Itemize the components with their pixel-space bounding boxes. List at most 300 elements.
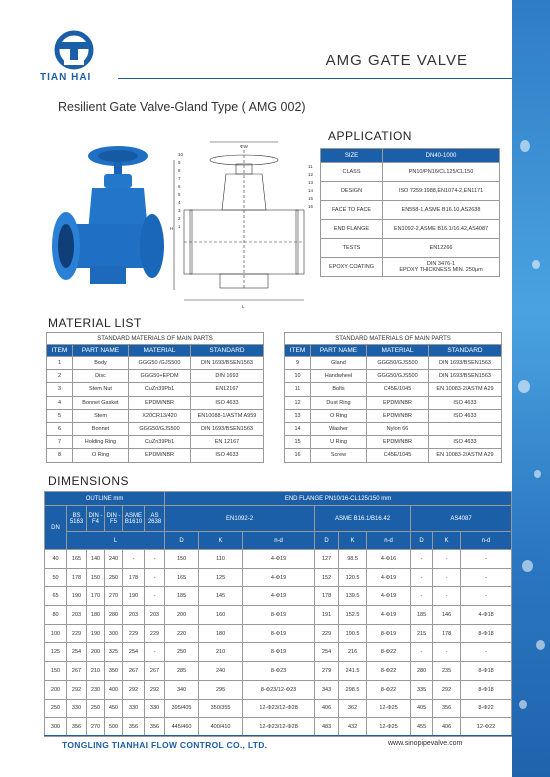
col-header-k: K [199, 532, 243, 550]
table-cell: 98.5 [339, 550, 367, 569]
table-cell: 8-Φ19 [243, 606, 315, 625]
material-table-left [46, 332, 264, 463]
table-cell: GGG50 /GJS500 [129, 357, 191, 370]
table-cell: EN 10083-2/ASTM A29 [429, 383, 502, 396]
table-row [321, 258, 500, 277]
table-cell: Stem [73, 409, 129, 422]
application-table [320, 148, 500, 277]
table-row [45, 550, 512, 569]
table-cell: 325 [105, 643, 123, 662]
table-cell: EPDM/NBR [129, 396, 191, 409]
table-cell: 4-Φ19 [367, 606, 411, 625]
app-label: FACE TO FACE [321, 201, 383, 220]
table-cell: 4-Φ16 [367, 550, 411, 569]
table-cell: DIN 1693/BSEN1563 [429, 357, 502, 370]
table-cell: ISO 4633 [191, 449, 264, 462]
table-cell: 12-Φ25 [367, 718, 411, 737]
table-cell: 152.5 [339, 606, 367, 625]
col-header-item: ITEM [285, 345, 311, 357]
table-header-row [45, 532, 512, 550]
table-cell: Body [73, 357, 129, 370]
col-header-asme-b16: ASME B16.1/B16.42 [315, 506, 411, 532]
table-cell: 241.5 [339, 662, 367, 681]
table-cell: 280 [411, 662, 433, 681]
drawing-length-label: L [242, 304, 245, 309]
table-cell: 229 [315, 624, 339, 643]
col-header-d: D [411, 532, 433, 550]
table-cell: 203 [123, 606, 145, 625]
table-caption-row [285, 333, 502, 345]
table-cell: 8-Φ19 [367, 624, 411, 643]
table-row [321, 239, 500, 258]
table-row [45, 680, 512, 699]
table-cell: EN 12167 [191, 436, 264, 449]
col-header-as4087: AS4087 [411, 506, 512, 532]
table-cell: 240 [199, 662, 243, 681]
table-cell: 250 [87, 699, 105, 718]
table-cell: 190 [123, 587, 145, 606]
table-cell: 298.5 [339, 680, 367, 699]
table-row [47, 409, 264, 422]
table-caption-row [47, 333, 264, 345]
table-cell: 250 [105, 568, 123, 587]
table-cell: GGG50/GJS500 [367, 370, 429, 383]
table-cell: 178 [433, 624, 461, 643]
table-cell: 229 [67, 624, 87, 643]
drawing-callout: 11 [308, 164, 313, 169]
table-cell: - [411, 587, 433, 606]
col-header-standard: STANDARD [429, 345, 502, 357]
drawing-callout: 6 [178, 184, 181, 189]
table-cell: 200 [87, 643, 105, 662]
table-caption: STANDARD MATERIALS OF MAIN PARTS [285, 333, 502, 345]
table-cell: 8-Φ23/12-Φ23 [243, 680, 315, 699]
col-header-nd: n-d [243, 532, 315, 550]
table-row [285, 422, 502, 435]
table-header-row [47, 345, 264, 357]
table-row [321, 201, 500, 220]
table-cell: 432 [339, 718, 367, 737]
table-cell: 190.5 [339, 624, 367, 643]
table-cell: 16 [285, 449, 311, 462]
drawing-height-label: H [170, 226, 174, 231]
table-cell: 4-Φ19 [367, 587, 411, 606]
drawing-callout: 2 [178, 216, 181, 221]
table-cell: Stem Nut [73, 383, 129, 396]
table-cell: 4-Φ19 [243, 550, 315, 569]
col-header-asme: ASME B1610 [123, 506, 145, 532]
drawing-callout: 8 [178, 168, 181, 173]
table-cell: 235 [433, 662, 461, 681]
col-header-as2638: AS 2638 [145, 506, 165, 532]
table-cell: - [411, 550, 433, 569]
table-cell: EPDM/NBR [367, 396, 429, 409]
table-cell: 406 [315, 699, 339, 718]
table-cell: 12 [285, 396, 311, 409]
table-cell: 330 [145, 699, 165, 718]
table-cell: 165 [165, 568, 199, 587]
table-cell: 8-Φ22 [367, 662, 411, 681]
table-cell: 2 [47, 370, 73, 383]
table-cell: 150 [87, 568, 105, 587]
table-cell: 362 [339, 699, 367, 718]
table-cell: 80 [45, 606, 67, 625]
table-cell: 406 [433, 718, 461, 737]
drawing-callout: 10 [178, 152, 184, 157]
table-cell: 330 [67, 699, 87, 718]
table-cell: 190 [67, 587, 87, 606]
table-row [285, 357, 502, 370]
table-cell: 350/355 [199, 699, 243, 718]
table-cell: ISO 4633 [429, 409, 502, 422]
table-cell: 267 [67, 662, 87, 681]
table-cell: GGG50+EPDM [129, 370, 191, 383]
decorative-sidebar [512, 0, 550, 777]
table-cell: 230 [87, 680, 105, 699]
table-cell: ISO 4633 [429, 396, 502, 409]
col-header-part: PART NAME [73, 345, 129, 357]
table-cell: 190 [87, 624, 105, 643]
app-value: EN12266 [383, 239, 500, 258]
col-header-din-f5: DIN -F5 [105, 506, 123, 532]
table-cell: Washer [311, 422, 367, 435]
page-title: AMG GATE VALVE [325, 52, 468, 69]
table-cell: 292 [433, 680, 461, 699]
table-cell: 203 [67, 606, 87, 625]
table-cell: 4-Φ19 [367, 568, 411, 587]
app-value: EN558-1,ASME B16.10,AS2638 [383, 201, 500, 220]
header-divider [118, 78, 512, 79]
table-cell: EPDM/NBR [367, 409, 429, 422]
col-header-bs: BS 5163 [67, 506, 87, 532]
drawing-callout: 7 [178, 176, 181, 181]
table-cell: 292 [67, 680, 87, 699]
table-cell: X20CR13/420 [129, 409, 191, 422]
col-header-nd: n-d [461, 532, 512, 550]
table-cell: 405 [411, 699, 433, 718]
table-cell: 8-Φ22 [461, 699, 512, 718]
table-cell: Handwheel [311, 370, 367, 383]
table-row [285, 370, 502, 383]
table-row [321, 182, 500, 201]
table-cell: 267 [123, 662, 145, 681]
table-row [47, 396, 264, 409]
table-cell: 4-Φ18 [461, 606, 512, 625]
table-cell: EN12167 [191, 383, 264, 396]
table-cell: 5 [47, 409, 73, 422]
col-header-item: ITEM [47, 345, 73, 357]
table-cell: 292 [123, 680, 145, 699]
table-cell: - [411, 568, 433, 587]
table-cell: C45E/1045 [367, 449, 429, 462]
table-cell: 10 [285, 370, 311, 383]
product-subtitle: Resilient Gate Valve-Gland Type ( AMG 002) [58, 100, 306, 114]
app-value: ISO 7259:1988,EN1074-2,EN1171 [383, 182, 500, 201]
table-cell: 12-Φ22 [461, 718, 512, 737]
table-row [45, 718, 512, 737]
table-row [45, 699, 512, 718]
table-row [47, 449, 264, 462]
table-cell: 12-Φ23/12-Φ28 [243, 718, 315, 737]
table-cell: 210 [87, 662, 105, 681]
table-cell: Disc [73, 370, 129, 383]
table-cell: - [433, 643, 461, 662]
table-cell: 229 [145, 624, 165, 643]
table-header-row [285, 345, 502, 357]
table-cell: GGG50/GJS500 [129, 422, 191, 435]
table-cell: 200 [165, 606, 199, 625]
table-cell: EN 10083-2/ASTM A29 [429, 449, 502, 462]
table-cell: 7 [47, 436, 73, 449]
table-row [321, 163, 500, 182]
table-row [285, 383, 502, 396]
table-cell: 356 [123, 718, 145, 737]
table-cell: 139.5 [339, 587, 367, 606]
table-cell: 210 [199, 643, 243, 662]
table-cell: 356 [433, 699, 461, 718]
table-cell: 279 [315, 662, 339, 681]
table-cell: - [461, 568, 512, 587]
drawing-callout: 12 [308, 172, 314, 177]
drawing-callout: 15 [308, 196, 314, 201]
table-cell: - [433, 587, 461, 606]
col-header-outline: OUTLINE mm [45, 492, 165, 506]
table-cell: 8-Φ18 [461, 680, 512, 699]
table-cell: - [461, 643, 512, 662]
table-header-row [45, 506, 512, 532]
table-cell: - [433, 550, 461, 569]
table-cell: 350 [105, 662, 123, 681]
table-cell: 254 [123, 643, 145, 662]
table-cell: 254 [67, 643, 87, 662]
material-list-heading: MATERIAL LIST [48, 316, 142, 330]
dimensions-body [45, 550, 512, 737]
table-cell: DIN 1693/BSEN1563 [191, 422, 264, 435]
table-cell: Screw [311, 449, 367, 462]
table-cell: Bonnet [73, 422, 129, 435]
table-cell: 300 [105, 624, 123, 643]
table-cell: - [461, 587, 512, 606]
table-cell: Gland [311, 357, 367, 370]
table-caption: STANDARD MATERIALS OF MAIN PARTS [47, 333, 264, 345]
table-cell: GGG50/GJS500 [367, 357, 429, 370]
table-cell: 110 [199, 550, 243, 569]
table-cell: 8-Φ19 [243, 624, 315, 643]
col-header-din-f4: DIN -F4 [87, 506, 105, 532]
table-row [47, 383, 264, 396]
table-cell: 100 [45, 624, 67, 643]
table-row [321, 149, 500, 163]
table-cell [429, 422, 502, 435]
drawing-callout: 5 [178, 192, 181, 197]
col-header-en1092: EN1092-2 [165, 506, 315, 532]
table-cell: 4-Φ19 [243, 587, 315, 606]
table-cell: EPDM/NBR [367, 436, 429, 449]
table-cell: 483 [315, 718, 339, 737]
table-cell: 1 [47, 357, 73, 370]
table-cell: 8-Φ23 [243, 662, 315, 681]
table-cell: C45E/1045 [367, 383, 429, 396]
table-cell: 12-Φ23/12-Φ28 [243, 699, 315, 718]
table-cell: 455 [411, 718, 433, 737]
table-cell: 185 [411, 606, 433, 625]
table-cell: 146 [433, 606, 461, 625]
table-cell: 250 [45, 699, 67, 718]
table-cell: 50 [45, 568, 67, 587]
table-cell: 292 [145, 680, 165, 699]
drawing-callout: 9 [178, 160, 181, 165]
table-cell: - [145, 587, 165, 606]
table-row [47, 357, 264, 370]
table-cell: 270 [105, 587, 123, 606]
table-cell: - [145, 550, 165, 569]
table-cell: DIN 1693/BSEN1563 [191, 357, 264, 370]
table-cell: 9 [285, 357, 311, 370]
table-cell: 150 [165, 550, 199, 569]
table-row [45, 643, 512, 662]
table-cell: 330 [123, 699, 145, 718]
table-cell: 8-Φ18 [461, 624, 512, 643]
col-header-k: K [433, 532, 461, 550]
table-cell: 8-Φ18 [461, 662, 512, 681]
col-header-d: D [315, 532, 339, 550]
table-cell: 8-Φ22 [367, 643, 411, 662]
table-cell: 280 [105, 606, 123, 625]
table-cell: 240 [105, 550, 123, 569]
table-cell: 220 [165, 624, 199, 643]
col-header-dn: DN [45, 506, 67, 550]
table-cell: 140 [87, 550, 105, 569]
table-cell: DIN 1693 [191, 370, 264, 383]
table-cell: 40 [45, 550, 67, 569]
material-table-right [284, 332, 502, 463]
table-cell: 285 [165, 662, 199, 681]
table-cell: Dust Ring [311, 396, 367, 409]
table-row [45, 587, 512, 606]
col-header-k: K [339, 532, 367, 550]
table-row [285, 396, 502, 409]
table-cell: 127 [315, 550, 339, 569]
page-header [0, 0, 512, 90]
table-cell: 250 [165, 643, 199, 662]
table-row [321, 220, 500, 239]
table-cell: - [461, 550, 512, 569]
table-row [47, 370, 264, 383]
table-cell: 160 [199, 606, 243, 625]
table-cell: - [123, 550, 145, 569]
table-cell: 125 [199, 568, 243, 587]
table-cell: 120.5 [339, 568, 367, 587]
table-cell: 254 [315, 643, 339, 662]
table-cell: 12-Φ25 [367, 699, 411, 718]
table-cell: 4-Φ19 [243, 568, 315, 587]
table-cell: 395/405 [165, 699, 199, 718]
table-cell: 145 [199, 587, 243, 606]
table-cell: Bonnet Gasket [73, 396, 129, 409]
table-cell: 445/460 [165, 718, 199, 737]
table-cell: 13 [285, 409, 311, 422]
drawing-width-label: ΦW [240, 144, 248, 149]
table-cell: 450 [105, 699, 123, 718]
table-cell: 4 [47, 396, 73, 409]
app-label: DESIGN [321, 182, 383, 201]
table-cell: 335 [411, 680, 433, 699]
table-cell: 400 [105, 680, 123, 699]
drawing-callout: 13 [308, 180, 314, 185]
valve-product-image [48, 142, 168, 310]
table-cell: - [433, 568, 461, 587]
app-value-line: EPOXY THICKNESS MIN. 250μm [399, 267, 483, 273]
table-cell: 216 [339, 643, 367, 662]
table-cell: 203 [145, 606, 165, 625]
table-cell: 229 [123, 624, 145, 643]
table-cell: 150 [45, 662, 67, 681]
table-row [45, 606, 512, 625]
col-header-standard: STANDARD [191, 345, 264, 357]
app-label: SIZE [321, 149, 383, 163]
table-cell: ISO 4633 [429, 436, 502, 449]
table-cell: - [145, 568, 165, 587]
table-row [45, 568, 512, 587]
table-cell: 343 [315, 680, 339, 699]
table-cell: 14 [285, 422, 311, 435]
drawing-callout: 4 [178, 200, 181, 205]
table-row [45, 624, 512, 643]
table-cell: 8-Φ22 [367, 680, 411, 699]
website-link[interactable]: www.sinopipevalve.com [388, 740, 463, 747]
app-label: CLASS [321, 163, 383, 182]
table-cell: 185 [165, 587, 199, 606]
table-cell: - [145, 643, 165, 662]
col-header-part: PART NAME [311, 345, 367, 357]
table-cell: 65 [45, 587, 67, 606]
table-cell: U Ring [311, 436, 367, 449]
table-cell: 6 [47, 422, 73, 435]
table-cell: Bolts [311, 383, 367, 396]
app-value [383, 258, 500, 277]
app-value: EN1092-2,ASME B16.1/16.42,AS4087 [383, 220, 500, 239]
col-header-material: MATERIAL [367, 345, 429, 357]
col-header-material: MATERIAL [129, 345, 191, 357]
table-cell: CuZn39Pb1 [129, 383, 191, 396]
table-cell: - [411, 643, 433, 662]
table-row [47, 422, 264, 435]
dimensions-table [44, 491, 512, 737]
table-cell: 152 [315, 568, 339, 587]
table-row [285, 409, 502, 422]
table-cell: 356 [145, 718, 165, 737]
table-cell: 11 [285, 383, 311, 396]
table-cell: 180 [199, 624, 243, 643]
table-cell: Holding Ring [73, 436, 129, 449]
table-cell: EPDM/NBR [129, 449, 191, 462]
table-row [47, 436, 264, 449]
table-cell: 165 [67, 550, 87, 569]
application-heading: APPLICATION [328, 129, 412, 143]
app-value-line: DIN 3476-1 [426, 261, 456, 267]
table-cell: CuZn39Pb1 [129, 436, 191, 449]
table-cell: 125 [45, 643, 67, 662]
col-header-nd: n-d [367, 532, 411, 550]
table-cell: 215 [411, 624, 433, 643]
table-cell: 267 [145, 662, 165, 681]
valve-technical-drawing [170, 140, 318, 310]
table-cell: 170 [87, 587, 105, 606]
app-label: END FLANGE [321, 220, 383, 239]
table-row [285, 436, 502, 449]
table-cell: 500 [105, 718, 123, 737]
dimensions-heading: DIMENSIONS [48, 474, 130, 488]
